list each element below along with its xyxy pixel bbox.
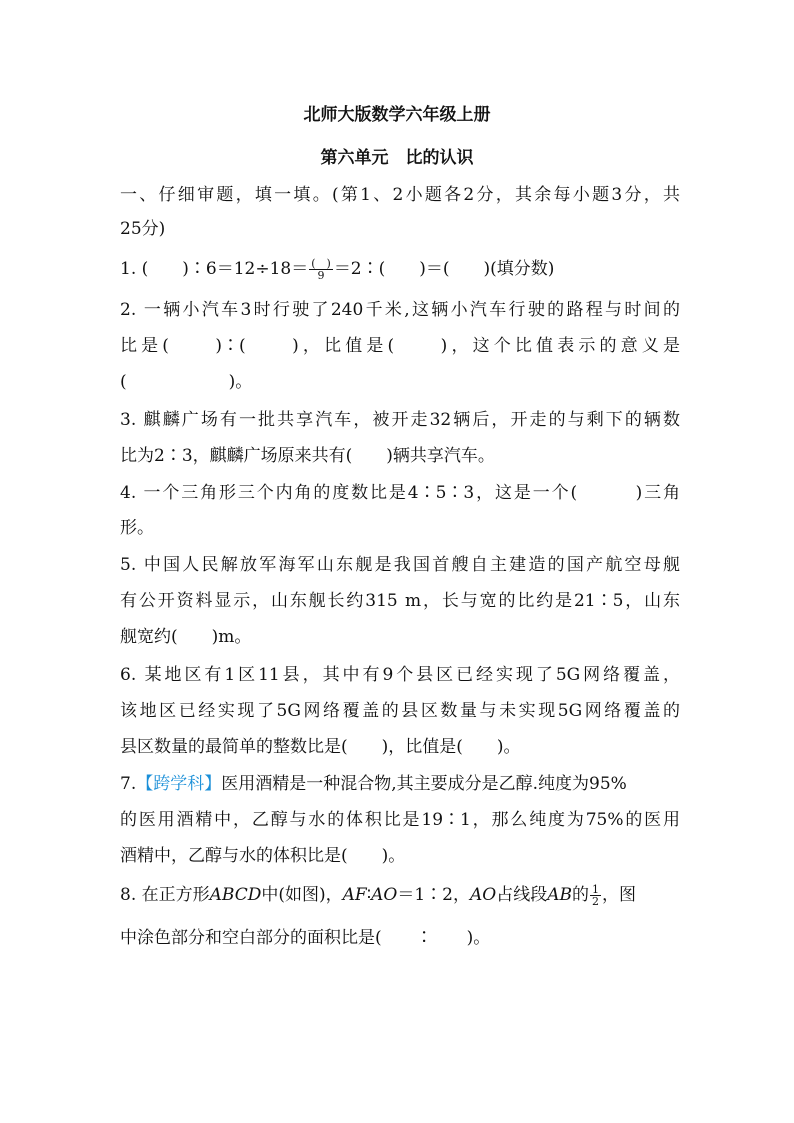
q1-fraction bbox=[309, 258, 333, 281]
q1-frac-denominator: 9 bbox=[317, 269, 325, 282]
q8-text-4: 占线段 bbox=[496, 885, 548, 905]
q8-segment-ao: AO bbox=[371, 885, 398, 905]
q1-frac-numerator: ( ) bbox=[311, 257, 331, 270]
q8-text-2: 中(如图)， bbox=[261, 885, 343, 905]
q8-frac-denominator: 2 bbox=[592, 895, 599, 908]
q8-fraction bbox=[590, 884, 601, 907]
q8-text-1: 8. 在正方形 bbox=[120, 885, 210, 905]
question-3-line2: 比为2∶3，麒麟广场原来共有( )辆共享汽车。 bbox=[120, 446, 495, 466]
q7-subject-tag: 【跨学科】 bbox=[136, 774, 222, 794]
section-instructions-line2: 25分) bbox=[120, 219, 166, 239]
q7-line1-rest: 医用酒精是一种混合物,其主要成分是乙醇.纯度为95% bbox=[221, 774, 627, 794]
question-6-line3: 县区数量的最简单的整数比是( )，比值是( )。 bbox=[120, 737, 521, 757]
q1-before: 1. ( )∶6＝12÷18＝ bbox=[120, 259, 309, 279]
question-5-line3: 舰宽约( )m。 bbox=[120, 627, 252, 647]
question-8-line2: 中涂色部分和空白部分的面积比是( ∶ )。 bbox=[120, 928, 491, 948]
question-6-line1: 6. 某地区有1区11县，其中有9个县区已经实现了5G网络覆盖， bbox=[120, 665, 680, 685]
page-title: 北师大版数学六年级上册 bbox=[303, 105, 491, 125]
question-2-line3: ( )。 bbox=[120, 372, 253, 392]
question-3-line1: 3. 麒麟广场有一批共享汽车，被开走32辆后，开走的与剩下的辆数 bbox=[120, 410, 680, 430]
unit-subtitle: 第六单元 比的认识 bbox=[320, 148, 474, 168]
q8-text-3: ＝1∶2， bbox=[397, 885, 470, 905]
question-7-line3: 酒精中，乙醇与水的体积比是( )。 bbox=[120, 846, 406, 866]
question-1 bbox=[120, 258, 680, 281]
q8-text-6: ，图 bbox=[602, 885, 636, 905]
question-6-line2: 该地区已经实现了5G网络覆盖的县区数量与未实现5G网络覆盖的 bbox=[120, 701, 680, 721]
q8-segment-ao-2: AO bbox=[470, 885, 497, 905]
question-7-line1 bbox=[120, 774, 680, 794]
question-7-line2: 的医用酒精中，乙醇与水的体积比是19∶1，那么纯度为75%的医用 bbox=[120, 810, 680, 830]
q8-segment-af: AF bbox=[342, 885, 367, 905]
q8-frac-numerator: 1 bbox=[592, 883, 599, 896]
q1-after: ＝2∶( )＝( )(填分数) bbox=[333, 259, 555, 279]
q7-number: 7. bbox=[120, 774, 137, 794]
q8-square-label: ABCD bbox=[209, 885, 262, 905]
q8-segment-ab: AB bbox=[547, 885, 572, 905]
question-8-line1 bbox=[120, 884, 680, 907]
section-instructions-line1: 一、仔细审题，填一填。(第1、2小题各2分，其余每小题3分，共 bbox=[120, 185, 680, 205]
q8-text-5: 的 bbox=[572, 885, 589, 905]
question-2-line2: 比是( )∶( )，比值是( )，这个比值表示的意义是 bbox=[120, 336, 680, 356]
question-4-line1: 4. 一个三角形三个内角的度数比是4∶5∶3，这是一个( )三角 bbox=[120, 483, 680, 503]
question-5-line2: 有公开资料显示，山东舰长约315 m，长与宽的比约是21∶5，山东 bbox=[120, 591, 680, 611]
question-2-line1: 2. 一辆小汽车3时行驶了240千米,这辆小汽车行驶的路程与时间的 bbox=[120, 300, 680, 320]
question-4-line2: 形。 bbox=[120, 518, 154, 538]
q8-ratio-sign: ∶ bbox=[366, 885, 372, 905]
question-5-line1: 5. 中国人民解放军海军山东舰是我国首艘自主建造的国产航空母舰 bbox=[120, 555, 680, 575]
